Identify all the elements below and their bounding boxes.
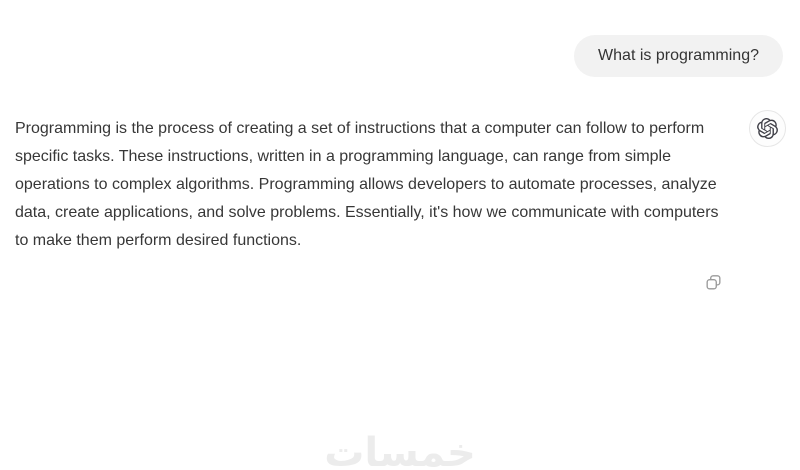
user-message-bubble: What is programming? — [574, 35, 783, 77]
openai-logo-icon — [757, 118, 778, 139]
copy-icon — [704, 273, 723, 292]
assistant-avatar — [749, 110, 786, 147]
assistant-message-text: Programming is the process of creating a set of instructions that a computer can follow to perform specific tasks. These instructions, written in a programming language, can range from simple operations to complex algorithms. Programming allows developers to automate processes, analyze data, create applications, and solve problems. Essentially, it's how we communicate with computers to make them perform desired functions. — [15, 120, 719, 249]
khamsat-watermark: خمسات — [324, 430, 476, 470]
copy-button[interactable] — [703, 272, 723, 292]
